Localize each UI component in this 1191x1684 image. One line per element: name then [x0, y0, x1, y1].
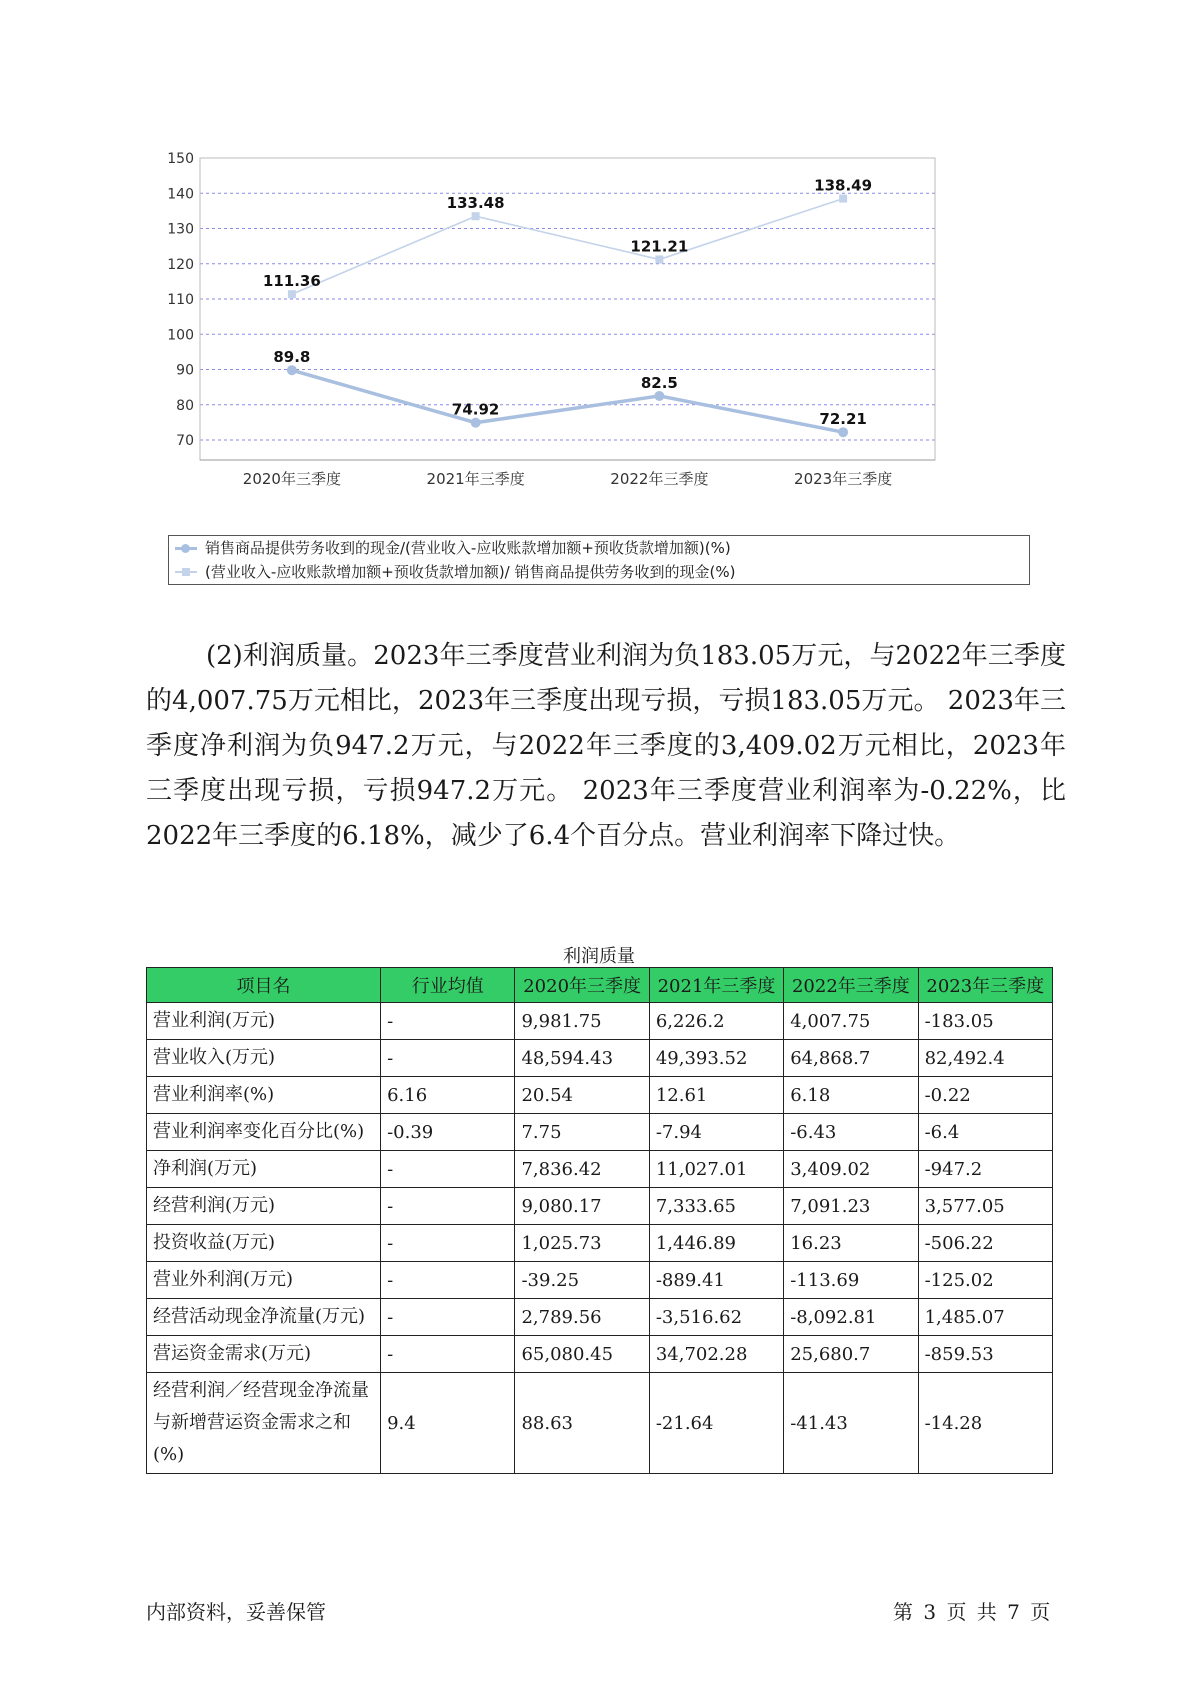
value-cell: 64,868.7	[784, 1040, 918, 1077]
row-label-cell: 营业利润率(%)	[147, 1077, 381, 1114]
value-cell: 16.23	[784, 1225, 918, 1262]
data-point	[839, 195, 847, 203]
value-cell: -947.2	[918, 1151, 1052, 1188]
data-label: 138.49	[814, 176, 873, 195]
series-line	[292, 199, 843, 295]
value-cell: 2,789.56	[515, 1299, 649, 1336]
value-cell: -14.28	[918, 1373, 1052, 1474]
value-cell: 34,702.28	[649, 1336, 783, 1373]
value-cell: -8,092.81	[784, 1299, 918, 1336]
row-label-cell: 经营利润(万元)	[147, 1188, 381, 1225]
col-header: 2022年三季度	[784, 968, 918, 1003]
value-cell: -	[381, 1040, 515, 1077]
table-row	[147, 1040, 1053, 1077]
value-cell: -125.02	[918, 1262, 1052, 1299]
chart-legend	[168, 535, 1030, 585]
value-cell: -	[381, 1225, 515, 1262]
x-tick-label: 2020年三季度	[242, 470, 341, 488]
table-row	[147, 1299, 1053, 1336]
value-cell: -859.53	[918, 1336, 1052, 1373]
value-cell: -	[381, 1188, 515, 1225]
value-cell: -41.43	[784, 1373, 918, 1474]
row-label-cell: 净利润(万元)	[147, 1151, 381, 1188]
value-cell: 12.61	[649, 1077, 783, 1114]
data-point	[654, 391, 664, 401]
value-cell: 7,091.23	[784, 1188, 918, 1225]
table-caption: 利润质量	[563, 946, 635, 967]
y-tick-label: 80	[176, 397, 194, 414]
series-line	[292, 370, 843, 432]
value-cell: 4,007.75	[784, 1003, 918, 1040]
value-cell: 1,485.07	[918, 1299, 1052, 1336]
y-tick-label: 90	[176, 362, 194, 379]
value-cell: 6.18	[784, 1077, 918, 1114]
x-tick-label: 2022年三季度	[610, 470, 709, 488]
value-cell: -39.25	[515, 1262, 649, 1299]
value-cell: -3,516.62	[649, 1299, 783, 1336]
footer-page-number: 第 3 页 共 7 页	[893, 1600, 1051, 1624]
profit-quality-paragraph: (2)利润质量。2023年三季度营业利润为负183.05万元，与2022年三季度的4,007.75万元相比，2023年三季度出现亏损，亏损183.05万元。 2023年三季度净利润为负947.2万元，与2022年三季度的3,409.02万元相比，2023年三季度出现亏损，亏损947.2万元。 2023年三季度营业利润率为-0.22%，比2022年三季度的6.18%，减少了6.4个百分点。营业利润率下降过快。	[146, 641, 1066, 851]
y-tick-label: 130	[167, 221, 194, 238]
data-label: 111.36	[262, 272, 321, 291]
y-tick-label: 100	[167, 327, 194, 344]
value-cell: 3,409.02	[784, 1151, 918, 1188]
value-cell: 65,080.45	[515, 1336, 649, 1373]
row-label-cell: 投资收益(万元)	[147, 1225, 381, 1262]
table-row	[147, 1188, 1053, 1225]
value-cell: 48,594.43	[515, 1040, 649, 1077]
table-header-row	[147, 968, 1053, 1003]
table-row	[147, 1336, 1053, 1373]
data-label: 133.48	[446, 194, 505, 213]
legend-square-marker-icon	[175, 567, 197, 577]
profit-quality-table	[146, 967, 1053, 1474]
value-cell: 7.75	[515, 1114, 649, 1151]
table-row	[147, 1373, 1053, 1474]
legend-circle-marker-icon	[175, 543, 197, 553]
row-label-cell: 营业利润(万元)	[147, 1003, 381, 1040]
row-label-cell: 营业收入(万元)	[147, 1040, 381, 1077]
x-tick-label: 2021年三季度	[426, 470, 525, 488]
x-tick-label: 2023年三季度	[794, 470, 893, 488]
col-header: 行业均值	[381, 968, 515, 1003]
value-cell: 6,226.2	[649, 1003, 783, 1040]
value-cell: 82,492.4	[918, 1040, 1052, 1077]
value-cell: 7,333.65	[649, 1188, 783, 1225]
value-cell: 20.54	[515, 1077, 649, 1114]
value-cell: -	[381, 1003, 515, 1040]
col-header: 2020年三季度	[515, 968, 649, 1003]
y-tick-label: 110	[167, 292, 194, 308]
data-label: 74.92	[451, 400, 500, 419]
y-tick-label: 70	[176, 433, 194, 449]
y-tick-label: 120	[167, 256, 194, 273]
value-cell: -	[381, 1336, 515, 1373]
value-cell: 7,836.42	[515, 1151, 649, 1188]
chart-svg	[160, 150, 1020, 530]
data-point	[288, 290, 296, 298]
legend-item	[169, 560, 1029, 584]
y-tick-label: 140	[167, 186, 194, 203]
col-header: 2023年三季度	[918, 968, 1052, 1003]
value-cell: -889.41	[649, 1262, 783, 1299]
value-cell: 3,577.05	[918, 1188, 1052, 1225]
data-point	[655, 255, 663, 263]
data-label: 82.5	[640, 373, 678, 392]
value-cell: 9,981.75	[515, 1003, 649, 1040]
footer-confidential: 内部资料，妥善保管	[146, 1600, 326, 1624]
value-cell: 1,025.73	[515, 1225, 649, 1262]
value-cell: 49,393.52	[649, 1040, 783, 1077]
legend-label: (营业收入-应收账款增加额+预收货款增加额)/ 销售商品提供劳务收到的现金(%)	[205, 563, 736, 581]
col-header: 项目名	[147, 968, 381, 1003]
line-chart	[160, 150, 1020, 590]
value-cell: -0.39	[381, 1114, 515, 1151]
value-cell: -6.43	[784, 1114, 918, 1151]
table-row	[147, 1225, 1053, 1262]
value-cell: -183.05	[918, 1003, 1052, 1040]
row-label-cell: 经营活动现金净流量(万元)	[147, 1299, 381, 1336]
value-cell: -	[381, 1151, 515, 1188]
value-cell: -113.69	[784, 1262, 918, 1299]
row-label-cell: 营业利润率变化百分比(%)	[147, 1114, 381, 1151]
row-label-cell: 营业外利润(万元)	[147, 1262, 381, 1299]
table-row	[147, 1003, 1053, 1040]
value-cell: -506.22	[918, 1225, 1052, 1262]
data-label: 89.8	[273, 348, 311, 367]
data-point	[838, 427, 848, 437]
value-cell: -	[381, 1299, 515, 1336]
value-cell: 1,446.89	[649, 1225, 783, 1262]
value-cell: -21.64	[649, 1373, 783, 1474]
value-cell: -6.4	[918, 1114, 1052, 1151]
value-cell: 6.16	[381, 1077, 515, 1114]
legend-label: 销售商品提供劳务收到的现金/(营业收入-应收账款增加额+预收货款增加额)(%)	[205, 539, 731, 557]
row-label-cell: 经营利润／经营现金净流量与新增营运资金需求之和(%)	[147, 1373, 381, 1474]
table-row	[147, 1114, 1053, 1151]
data-point	[472, 212, 480, 220]
row-label-cell: 营运资金需求(万元)	[147, 1336, 381, 1373]
value-cell: 88.63	[515, 1373, 649, 1474]
data-label: 72.21	[819, 410, 867, 429]
data-point	[287, 365, 297, 375]
value-cell: 25,680.7	[784, 1336, 918, 1373]
data-label: 121.21	[630, 237, 689, 256]
value-cell: 9,080.17	[515, 1188, 649, 1225]
value-cell: -0.22	[918, 1077, 1052, 1114]
legend-item	[169, 536, 1029, 560]
table-row	[147, 1077, 1053, 1114]
y-tick-label: 150	[167, 151, 194, 167]
table-row	[147, 1151, 1053, 1188]
value-cell: -	[381, 1262, 515, 1299]
table-row	[147, 1262, 1053, 1299]
value-cell: -7.94	[649, 1114, 783, 1151]
value-cell: 11,027.01	[649, 1151, 783, 1188]
value-cell: 9.4	[381, 1373, 515, 1474]
data-point	[471, 418, 481, 428]
col-header: 2021年三季度	[649, 968, 783, 1003]
